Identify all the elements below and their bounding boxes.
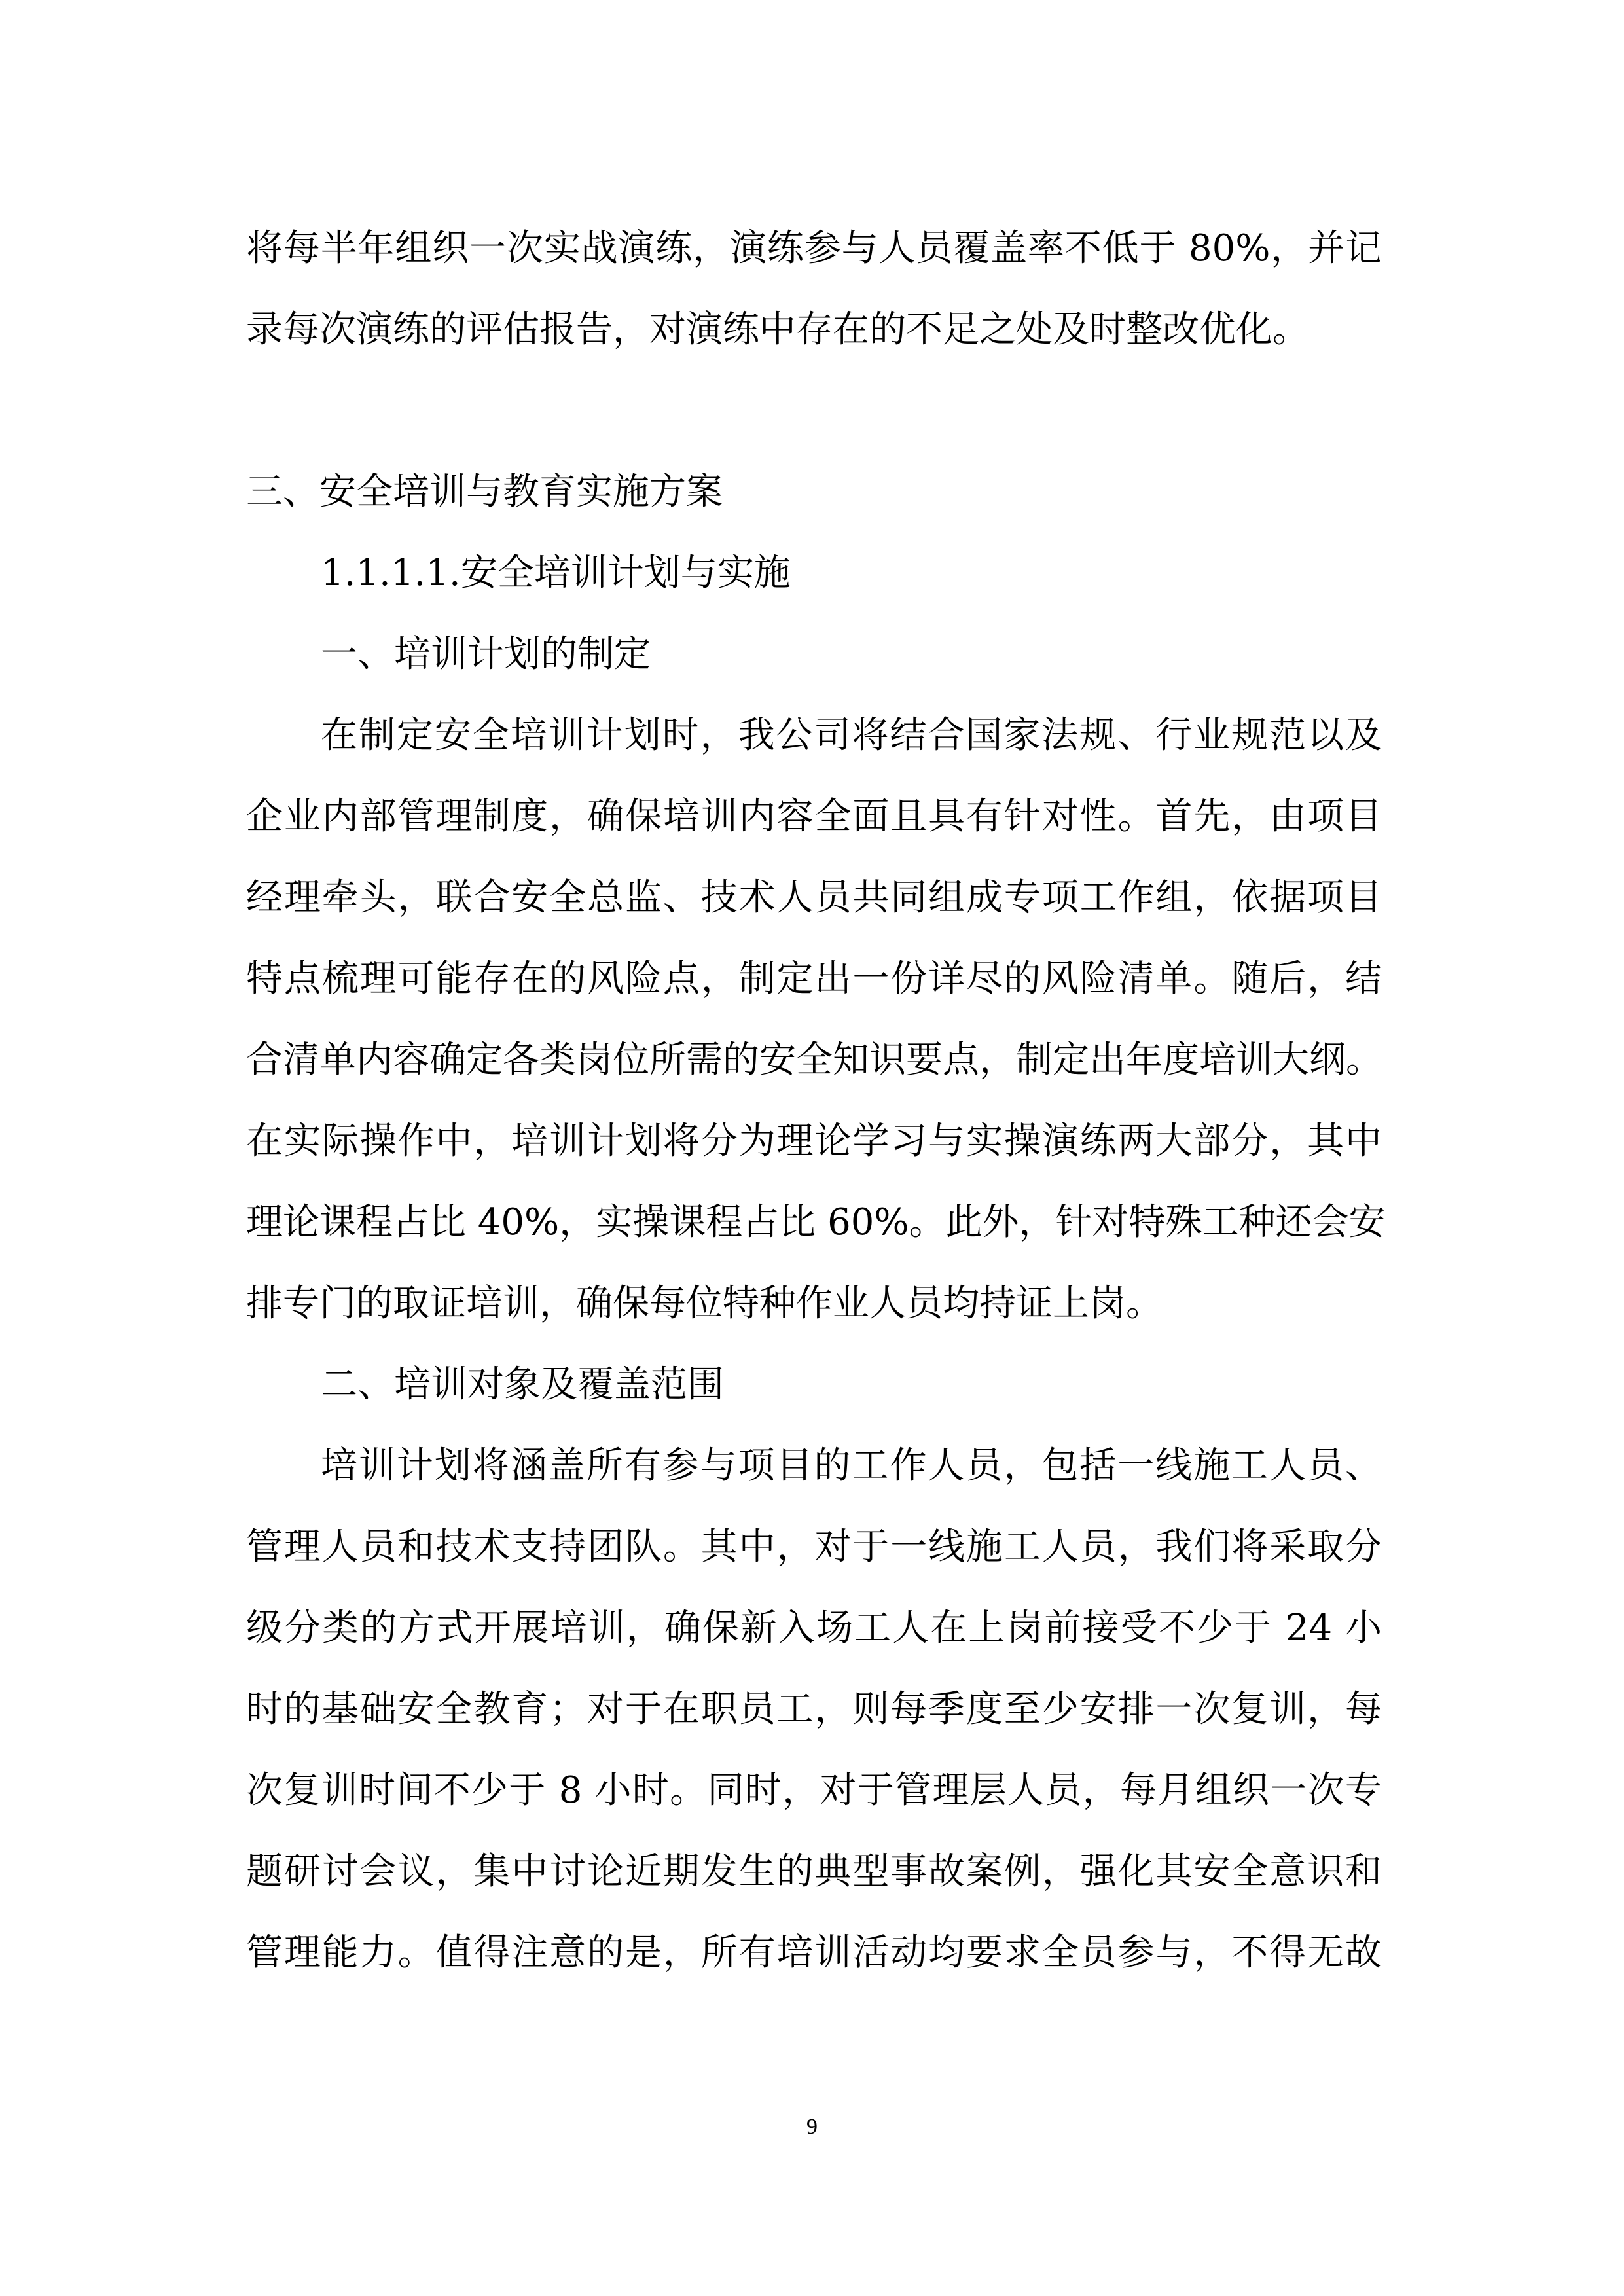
body-text-line: 时的基础安全教育；对于在职员工，则每季度至少安排一次复训，每	[246, 1688, 1382, 1731]
page-number: 9	[806, 2115, 818, 2139]
body-text-line: 培训计划将涵盖所有参与项目的工作人员，包括一线施工人员、	[321, 1444, 1382, 1487]
body-text-line: 录每次演练的评估报告，对演练中存在的不足之处及时整改优化。	[246, 308, 1309, 351]
section-heading: 三、安全培训与教育实施方案	[246, 471, 723, 513]
body-text-line: 合清单内容确定各类岗位所需的安全知识要点，制定出年度培训大纲。	[246, 1039, 1382, 1081]
body-text-line: 管理人员和技术支持团队。其中，对于一线施工人员，我们将采取分	[246, 1526, 1382, 1568]
document-body	[246, 208, 1386, 1994]
subsection-heading: 1.1.1.1.安全培训计划与实施	[321, 552, 791, 594]
body-text-line: 理论课程占比 40%，实操课程占比 60%。此外，针对特殊工种还会安	[246, 1201, 1386, 1244]
body-text-line: 在制定安全培训计划时，我公司将结合国家法规、行业规范以及	[321, 714, 1382, 757]
body-text-line: 管理能力。值得注意的是，所有培训活动均要求全员参与，不得无故	[246, 1931, 1382, 1974]
body-text-line: 经理牵头，联合安全总监、技术人员共同组成专项工作组，依据项目	[246, 876, 1382, 919]
body-text-line: 在实际操作中，培训计划将分为理论学习与实操演练两大部分，其中	[246, 1120, 1382, 1162]
body-text-line: 企业内部管理制度，确保培训内容全面且具有针对性。首先，由项目	[246, 795, 1382, 838]
body-text-line: 题研讨会议，集中讨论近期发生的典型事故案例，强化其安全意识和	[246, 1850, 1382, 1893]
body-text-line: 排专门的取证培训，确保每位特种作业人员均持证上岗。	[246, 1282, 1163, 1325]
body-text-line: 次复训时间不少于 8 小时。同时，对于管理层人员，每月组织一次专	[246, 1769, 1382, 1812]
body-text-line: 将每半年组织一次实战演练，演练参与人员覆盖率不低于 80%，并记	[246, 227, 1382, 270]
item-heading: 一、培训计划的制定	[321, 633, 651, 675]
paragraph-gap	[246, 370, 1382, 452]
body-text-line: 级分类的方式开展培训，确保新入场工人在上岗前接受不少于 24 小	[246, 1607, 1382, 1649]
item-heading: 二、培训对象及覆盖范围	[321, 1363, 724, 1406]
body-text-line: 特点梳理可能存在的风险点，制定出一份详尽的风险清单。随后，结	[246, 958, 1382, 1000]
